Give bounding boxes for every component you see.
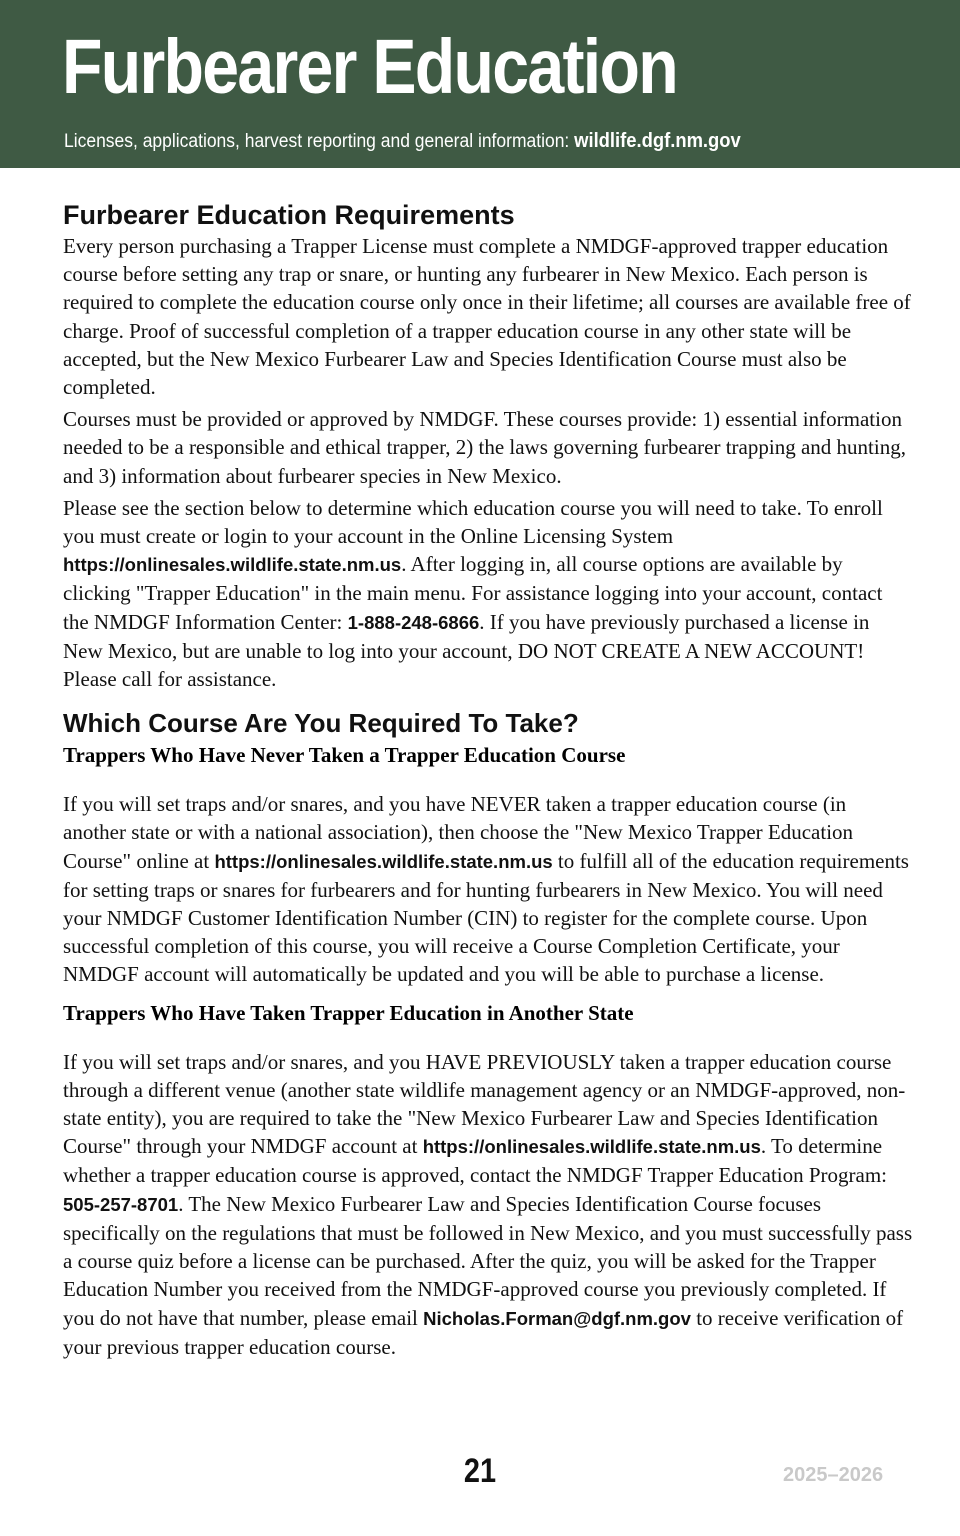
email-link[interactable]: Nicholas.Forman@dgf.nm.gov [423, 1307, 691, 1329]
subheading-never-taken: Trappers Who Have Never Taken a Trapper Education Course [63, 743, 626, 768]
info-center-phone[interactable]: 1-888-248-6866 [347, 611, 480, 633]
main-content [63, 198, 913, 1365]
text-run: If you will set traps and/or snares, and you HAVE PREVIOUSLY taken a trapper education course through a different venue (another state wildlife management agency or an NMDGF-approved, non-state entity), you are required to take the "New Mexico Furbearer Law and Species Identification Course" through your NMDGF account at [63, 1049, 906, 1159]
header-subtitle-text: Licenses, applications, harvest reporting and general information: [64, 131, 570, 152]
header-subtitle [64, 128, 741, 155]
online-sales-link[interactable]: https://onlinesales.wildlife.state.nm.us [422, 1136, 761, 1158]
paragraph [63, 494, 913, 693]
paragraph: Every person purchasing a Trapper License must complete a NMDGF-approved trapper education course before setting any trap or snare, or hunting any furbearer in New Mexico. Each person is required to complete the education course only once in their lifetime; all courses are available free of charge. Proof of successful completion of a trapper education course in any other state will be accepted, but the New Mexico Furbearer Law and Species Identification Course must also be completed. [63, 234, 911, 400]
text-run: Please see the section below to determine which education course you will need to take. To enroll you must create or login to your account in the Online Licensing System [63, 495, 883, 549]
page-number: 21 [463, 1452, 497, 1490]
text-run: . If you have previously purchased a license in New Mexico, but are unable to log into your account, DO NOT CREATE A NEW ACCOUNT! Please call for assistance. [63, 609, 870, 692]
header-banner [0, 0, 960, 168]
online-sales-link[interactable]: https://onlinesales.wildlife.state.nm.us [214, 850, 553, 872]
paragraph [63, 1048, 913, 1361]
page-title: Furbearer Education [62, 24, 677, 110]
edition-year: 2025–2026 [783, 1464, 884, 1486]
website-link[interactable]: wildlife.dgf.nm.gov [574, 130, 741, 152]
text-run: . The New Mexico Furbearer Law and Species Identification Course focuses specifically on the regulations that must be followed in New Mexico, and you must successfully pass a course quiz before a license can be purchased. After the quiz, you will be asked for the Trapper Education Number you received from the NMDGF-approved course you previously completed. If you do not have that number, please email [63, 1191, 913, 1330]
subheading-another-state: Trappers Who Have Taken Trapper Education in Another State [63, 1000, 634, 1025]
trapper-program-phone[interactable]: 505-257-8701 [63, 1193, 179, 1215]
text-run: to fulfill all of the education requirements for setting traps or snares for furbearers and for hunting furbearers in New Mexico. You will need your NMDGF Customer Identification Number (CIN) to register for the complete course. Upon successful completion of this course, you will receive a Course Completion Certificate, your NMDGF account will automatically be updated and you will be able to purchase a license. [63, 848, 909, 987]
section-heading-requirements: Furbearer Education Requirements [63, 200, 515, 230]
text-run: . After logging in, all course options are available by clicking "Trapper Education" in the main menu. For assistance logging into your account, contact the NMDGF Information Center: [63, 552, 883, 634]
text-run: If you will set traps and/or snares, and you have NEVER taken a trapper education course (in another state or with a national association), then choose the "New Mexico Trapper Education Course" online at [63, 792, 854, 873]
text-run: . To determine whether a trapper education course is approved, contact the NMDGF Trapper Education Program: [63, 1134, 888, 1188]
section-heading-which-course: Which Course Are You Required To Take? [63, 708, 579, 739]
online-sales-link[interactable]: https://onlinesales.wildlife.state.nm.us [63, 554, 402, 576]
paragraph [63, 790, 913, 988]
paragraph: Courses must be provided or approved by NMDGF. These courses provide: 1) essential information needed to be a responsible and ethical trapper, 2) the laws governing furbearer trapping and hunting, and 3) information about furbearer species in New Mexico. [63, 407, 906, 488]
text-run: to receive verification of your previous trapper education course. [63, 1305, 904, 1359]
